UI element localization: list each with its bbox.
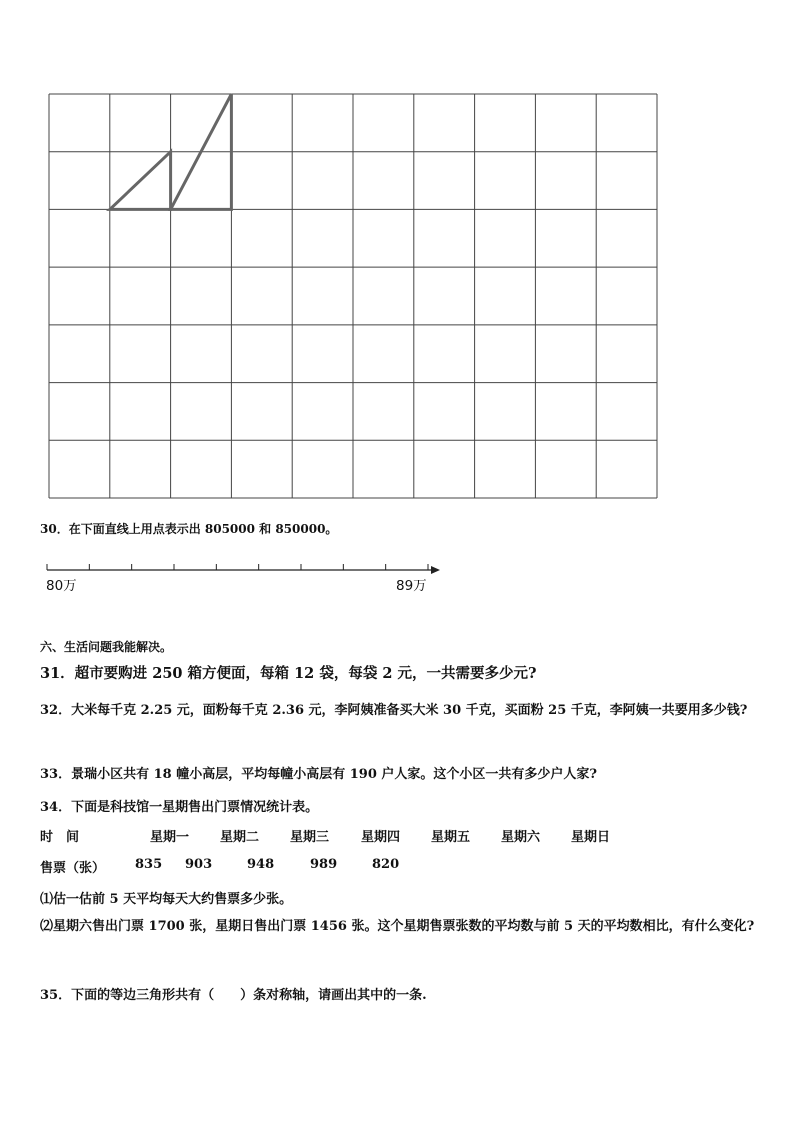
table-header-mon: 星期一 bbox=[150, 830, 190, 845]
question-30: 30．在下面直线上用点表示出 805000 和 850000。 bbox=[40, 522, 338, 536]
question-34-intro: 34．下面是科技馆一星期售出门票情况统计表。 bbox=[40, 800, 319, 815]
section-6-title: 六、生活问题我能解决。 bbox=[40, 640, 173, 654]
number-line-start-label: 80万 bbox=[46, 578, 77, 594]
question-34-sub2: ⑵星期六售出门票 1700 张，星期日售出门票 1456 张。这个星期售票张数的平均数与前 5 天的平均数相比，有什么变化? bbox=[40, 919, 755, 934]
number-line-arrow bbox=[431, 566, 440, 574]
drawing-grid bbox=[48, 92, 658, 500]
grid-svg bbox=[48, 92, 658, 500]
number-line-end-label: 89万 bbox=[396, 578, 427, 594]
question-33: 33．景瑞小区共有 18 幢小高层，平均每幢小高层有 190 户人家。这个小区一共有多少户人家? bbox=[40, 767, 598, 782]
number-line-axis bbox=[44, 560, 444, 580]
table-header-time: 时 间 bbox=[40, 830, 80, 845]
ticket-table-row bbox=[40, 857, 760, 877]
table-header-tue: 星期二 bbox=[220, 830, 260, 845]
table-cell-mon: 835 bbox=[135, 857, 163, 872]
small-triangle bbox=[110, 152, 171, 210]
table-header-sat: 星期六 bbox=[501, 830, 541, 845]
question-35: 35．下面的等边三角形共有（ ）条对称轴，请画出其中的一条. bbox=[40, 988, 427, 1003]
table-cell-tue: 903 bbox=[185, 857, 213, 872]
table-header-fri: 星期五 bbox=[431, 830, 471, 845]
table-cell-thu: 989 bbox=[310, 857, 338, 872]
table-header-sun: 星期日 bbox=[571, 830, 611, 845]
table-header-thu: 星期四 bbox=[361, 830, 401, 845]
table-header-wed: 星期三 bbox=[290, 830, 330, 845]
number-line[interactable] bbox=[44, 560, 444, 600]
ticket-table-header bbox=[40, 826, 760, 846]
table-row-label: 售票（张） bbox=[40, 861, 106, 876]
table-cell-fri: 820 bbox=[372, 857, 400, 872]
question-31: 31．超市要购进 250 箱方便面，每箱 12 袋，每袋 2 元，一共需要多少元? bbox=[40, 665, 537, 682]
question-32: 32．大米每千克 2.25 元，面粉每千克 2.36 元，李阿姨准备买大米 30 千克，买面粉 25 千克，李阿姨一共要用多少钱? bbox=[40, 703, 748, 718]
question-34-sub1: ⑴估一估前 5 天平均每天大约售票多少张。 bbox=[40, 892, 293, 907]
table-cell-wed: 948 bbox=[247, 857, 275, 872]
